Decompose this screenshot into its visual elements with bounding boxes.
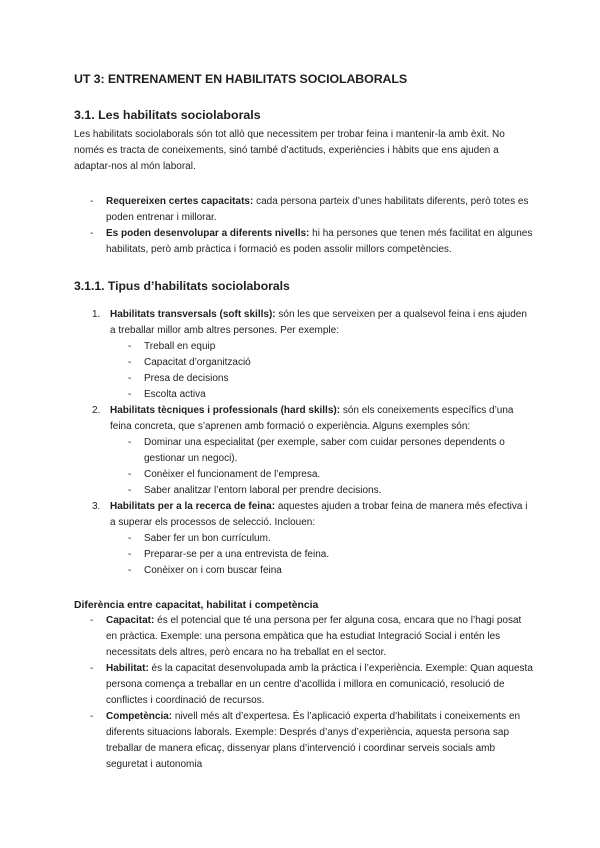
sub-list — [110, 339, 534, 403]
section-heading-tipus: 3.1.1. Tipus d’habilitats sociolaborals — [74, 279, 290, 293]
list-item-text: és el potencial que té una persona per fer alguna cosa, encara que no l’hagi posat en pràctica. Exemple: una persona empàtica que ha estudiat Integració Social i entén les necessitats dels altres, però encara no ha treballat en el sector. — [106, 615, 522, 658]
list-item — [74, 709, 534, 773]
list-item-text: són els coneixements específics d’una feina concreta, que s’aprenen amb formació o experiència. Alguns exemples són: — [110, 405, 514, 432]
list-item-term: Habilitats transversals (soft skills): — [110, 309, 276, 320]
sub-list-item: - Saber analitzar l’entorn laboral per prendre decisions. — [110, 483, 534, 499]
list-item — [74, 499, 534, 579]
list-item-term: Habilitat: — [106, 663, 149, 674]
characteristics-list — [74, 194, 534, 258]
skill-types-list — [74, 307, 534, 579]
list-item — [74, 226, 534, 258]
list-item-text: són les que serveixen per a qualsevol feina i ens ajuden a treballar millor amb altres persones. Per exemple: — [110, 309, 527, 336]
section-heading-diferencia: Diferència entre capacitat, habilitat i competència — [74, 600, 319, 611]
list-item — [74, 307, 534, 403]
list-item-term: Es poden desenvolupar a diferents nivells: — [106, 228, 310, 239]
list-item-text: aquestes ajuden a trobar feina de manera més efectiva i a superar els processos de selecció. Inclouen: — [110, 501, 528, 528]
list-item-term: Capacitat: — [106, 615, 155, 626]
list-item — [74, 194, 534, 226]
list-item-term: Requereixen certes capacitats: — [106, 196, 254, 207]
section-heading-habilitats: 3.1. Les habilitats sociolaborals — [74, 108, 261, 122]
list-item-term: Habilitats tècniques i professionals (hard skills): — [110, 405, 341, 416]
sub-list-item: - Conèixer on i com buscar feina — [110, 563, 534, 579]
sub-list-item: - Saber fer un bon currículum. — [110, 531, 534, 547]
sub-list-item: - Conèixer el funcionament de l’empresa. — [110, 467, 534, 483]
list-number: 1. — [92, 309, 101, 320]
list-item — [74, 403, 534, 499]
list-item-term: Habilitats per a la recerca de feina: — [110, 501, 276, 512]
sub-list-item: - Treball en equip — [110, 339, 534, 355]
list-item-term: Competència: — [106, 711, 173, 722]
list-item-text: nivell més alt d’expertesa. És l’aplicació experta d’habilitats i coneixements en diferents situacions laborals. Exemple: Després d’anys d’experiència, aquesta persona sap treballar de manera eficaç, dissenyar plans d’intervenció i coordinar serveis socials amb seguretat i autonomia — [106, 711, 521, 770]
sub-list-item: - Presa de decisions — [110, 371, 534, 387]
sub-list — [110, 435, 534, 499]
section-intro-paragraph: Les habilitats sociolaborals són tot allò que necessitem per trobar feina i mantenir-la amb èxit. No només es tracta de coneixements, sinó també d’actituds, experiències i hàbits que ens ajuden a adaptar-nos al món laboral. — [74, 129, 505, 172]
sub-list-item: - Preparar-se per a una entrevista de feina. — [110, 547, 534, 563]
list-item-text: hi ha persones que tenen més facilitat en algunes habilitats, però amb pràctica i formació es poden assolir millors competències. — [106, 228, 533, 255]
list-item-text: cada persona parteix d’unes habilitats diferents, però totes es poden entrenar i millorar. — [106, 196, 529, 223]
sub-list — [110, 531, 534, 579]
list-number: 2. — [92, 405, 101, 416]
sub-list-item: - Capacitat d’organització — [110, 355, 534, 371]
list-item-text: és la capacitat desenvolupada amb la pràctica i l’experiència. Exemple: Quan aquesta persona comença a treballar en un centre d’acollida i millora en comunicació, resolució de conflictes i coordinació de recursos. — [106, 663, 533, 706]
list-item — [74, 613, 534, 661]
list-number: 3. — [92, 501, 101, 512]
definitions-list — [74, 613, 534, 773]
sub-list-item: - Escolta activa — [110, 387, 534, 403]
document-title: UT 3: ENTRENAMENT EN HABILITATS SOCIOLABORALS — [74, 72, 408, 86]
list-item — [74, 661, 534, 709]
sub-list-item: - Dominar una especialitat (per exemple, saber com cuidar persones dependents o gestionar un negoci). — [110, 435, 534, 467]
